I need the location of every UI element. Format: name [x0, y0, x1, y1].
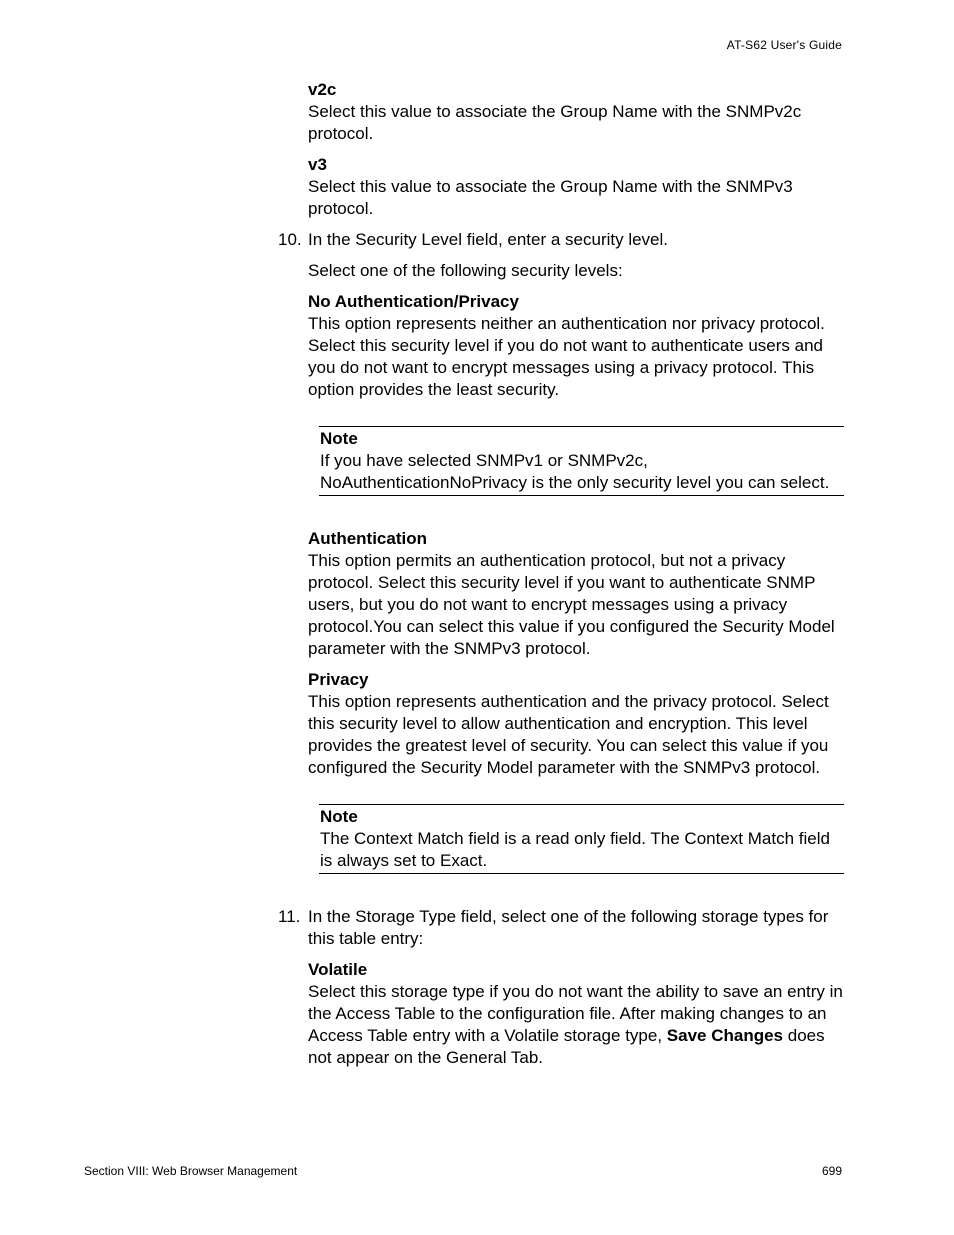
- step-11: [278, 906, 844, 950]
- footer-section: Section VIII: Web Browser Management: [84, 1164, 298, 1178]
- definition-privacy: [308, 669, 844, 779]
- term-v3: v3: [308, 155, 327, 174]
- desc-v2c: Select this value to associate the Group Name with the SNMPv2c protocol.: [308, 102, 802, 143]
- note-box: [319, 426, 844, 496]
- page-body: [278, 79, 844, 1078]
- note-box: [319, 804, 844, 874]
- definition-auth: [308, 528, 844, 660]
- step-number: 10.: [278, 230, 302, 249]
- definition-v3: [308, 154, 844, 220]
- term-volatile: Volatile: [308, 960, 368, 979]
- term-noauth: No Authentication/Privacy: [308, 292, 519, 311]
- term-privacy: Privacy: [308, 670, 369, 689]
- step-10: [278, 229, 844, 251]
- step-text: In the Security Level field, enter a security level.: [308, 230, 669, 249]
- desc-privacy: This option represents authentication and the privacy protocol. Select this security level to allow authentication and encryption. This level provides the greatest level of security. You can select this value if you configured the Security Model parameter with the SNMPv3 protocol.: [308, 692, 829, 777]
- definition-v2c: [308, 79, 844, 145]
- note-text: The Context Match field is a read only field. The Context Match field is always set to Exact.: [320, 829, 830, 870]
- note-title: Note: [320, 807, 358, 826]
- note-title: Note: [320, 429, 358, 448]
- desc-auth: This option permits an authentication protocol, but not a privacy protocol. Select this security level if you want to authenticate SNMP users, but you do not want to encrypt messages using a privacy protocol.You can select this value if you configured the Security Model parameter with the SNMPv3 protocol.: [308, 551, 835, 658]
- desc-noauth: This option represents neither an authentication nor privacy protocol. Select this security level if you do not want to authenticate users and you do not want to encrypt messages using a privacy protocol. This option provides the least security.: [308, 314, 825, 399]
- save-changes-label: Save Changes: [666, 1026, 784, 1045]
- running-header: AT-S62 User's Guide: [726, 38, 842, 52]
- term-auth: Authentication: [308, 529, 427, 548]
- definition-noauth: [308, 291, 844, 401]
- desc-volatile-part1: Select this storage type if you do not want the ability to save an entry in the Access Table to the configuration file. After making changes to an Access Table entry with a Volatile storage type,: [308, 982, 843, 1045]
- step-intro: Select one of the following security levels:: [308, 261, 623, 280]
- desc-volatile: [308, 981, 844, 1069]
- term-v2c: v2c: [308, 80, 337, 99]
- step-text: In the Storage Type field, select one of the following storage types for this table entry:: [308, 907, 829, 948]
- definition-volatile: [308, 959, 844, 1069]
- page-number: 699: [821, 1164, 842, 1178]
- step-number: 11.: [278, 907, 301, 926]
- desc-volatile-part2: does not appear on the General Tab.: [308, 1026, 825, 1067]
- step-10-intro-block: [308, 260, 844, 282]
- desc-v3: Select this value to associate the Group Name with the SNMPv3 protocol.: [308, 177, 793, 218]
- note-text: If you have selected SNMPv1 or SNMPv2c, NoAuthenticationNoPrivacy is the only security level you can select.: [320, 451, 830, 492]
